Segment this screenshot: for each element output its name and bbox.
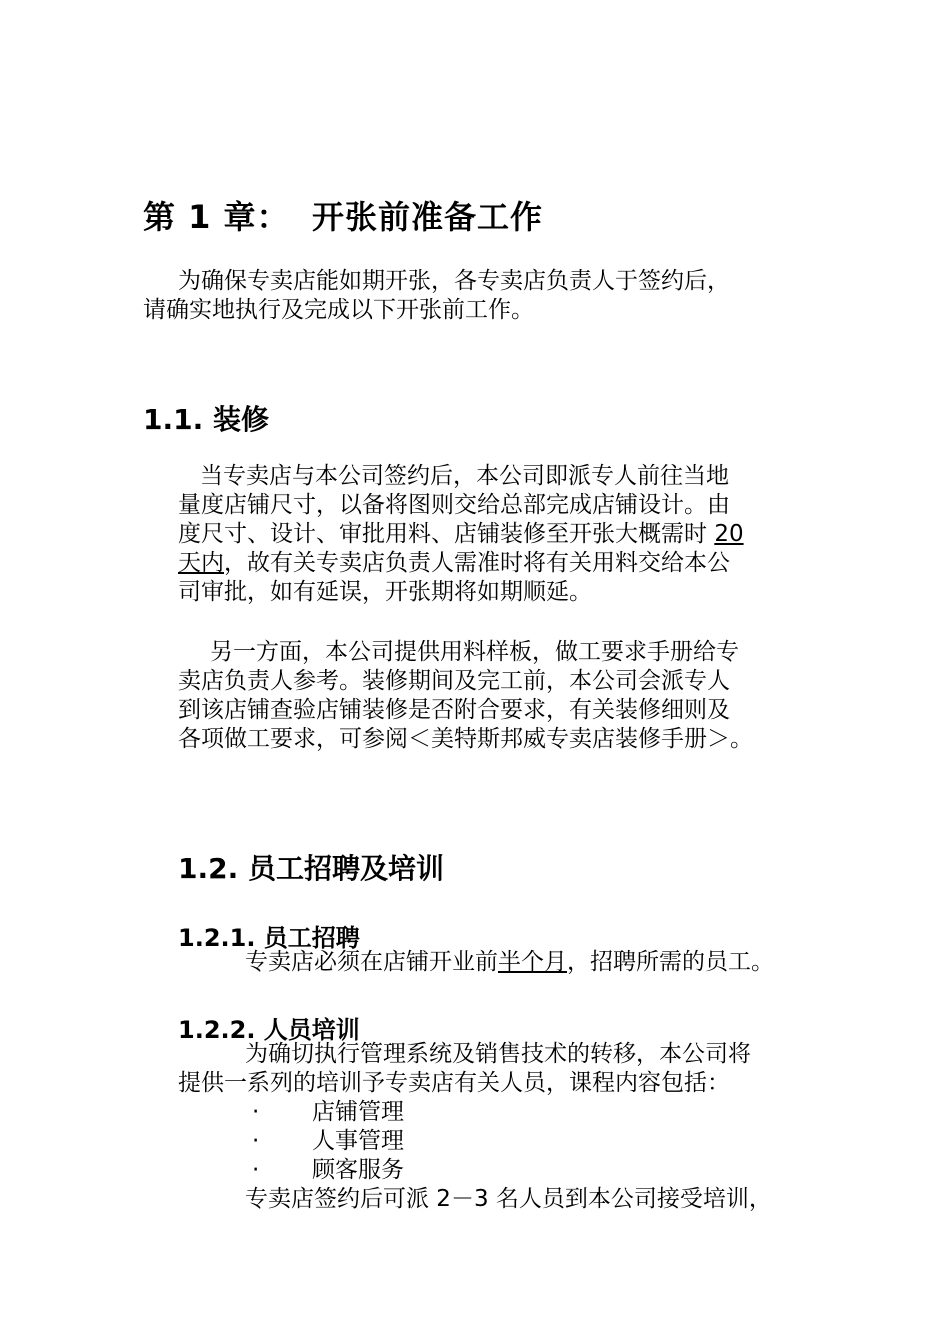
renovation-para1-line4-text: ，故有关专卖店负责人需准时将有关用料交给本公 — [224, 550, 730, 576]
renovation-para1-line3-text: 度尺寸、设计、审批用料、店铺装修至开张大概需时 — [178, 521, 715, 547]
recruitment-deadline: 半个月 — [498, 949, 567, 975]
renovation-para1-line5: 司审批，如有延误，开张期将如期顺延。 — [178, 579, 592, 605]
training-bullet-2: · — [252, 1128, 260, 1154]
training-line-2: 提供一系列的培训予专卖店有关人员，课程内容包括： — [178, 1070, 730, 1096]
recruitment-text — [245, 948, 774, 977]
renovation-para2-line1: 另一方面，本公司提供用料样板，做工要求手册给专 — [210, 639, 739, 665]
intro-line-1: 为确保专卖店能如期开张，各专卖店负责人于签约后， — [178, 268, 730, 294]
training-bullet-3: · — [252, 1157, 260, 1183]
renovation-para2-line4: 各项做工要求，可参阅＜美特斯邦威专卖店装修手册＞。 — [178, 726, 753, 752]
renovation-para1-line4 — [178, 549, 730, 578]
renovation-duration-unit: 天内 — [178, 550, 224, 576]
renovation-para1-line3 — [178, 520, 744, 549]
section-heading-renovation: 1.1. 装修 — [143, 403, 269, 436]
training-item-customer-service: 顾客服务 — [312, 1157, 404, 1183]
training-line-1: 为确切执行管理系统及销售技术的转移，本公司将 — [245, 1041, 751, 1067]
subsection-heading-training: 1.2.2. 人员培训 — [178, 1016, 360, 1044]
renovation-duration-number: 20 — [714, 521, 744, 547]
renovation-para1-line1: 当专卖店与本公司签约后，本公司即派专人前往当地 — [200, 463, 729, 489]
section-heading-staffing: 1.2. 员工招聘及培训 — [178, 852, 444, 885]
subsection-heading-recruitment: 1.2.1. 员工招聘 — [178, 924, 360, 952]
chapter-label: 第 1 章： — [143, 198, 290, 236]
renovation-para1-line2: 量度店铺尺寸，以备将图则交给总部完成店铺设计。由 — [178, 492, 730, 518]
renovation-para2-line3: 到该店铺查验店铺装修是否附合要求，有关装修细则及 — [178, 697, 730, 723]
training-item-store-management: 店铺管理 — [312, 1099, 404, 1125]
intro-line-2: 请确实地执行及完成以下开张前工作。 — [143, 297, 534, 323]
training-bullet-1: · — [252, 1099, 260, 1125]
training-item-hr-management: 人事管理 — [312, 1128, 404, 1154]
training-last-line: 专卖店签约后可派 2－3 名人员到本公司接受培训， — [245, 1186, 772, 1212]
recruitment-text-a: 专卖店必须在店铺开业前 — [245, 949, 498, 975]
recruitment-text-b: ，招聘所需的员工。 — [567, 949, 774, 975]
chapter-title: 开张前准备工作 — [312, 198, 544, 236]
renovation-para2-line2: 卖店负责人参考。装修期间及完工前，本公司会派专人 — [178, 668, 730, 694]
